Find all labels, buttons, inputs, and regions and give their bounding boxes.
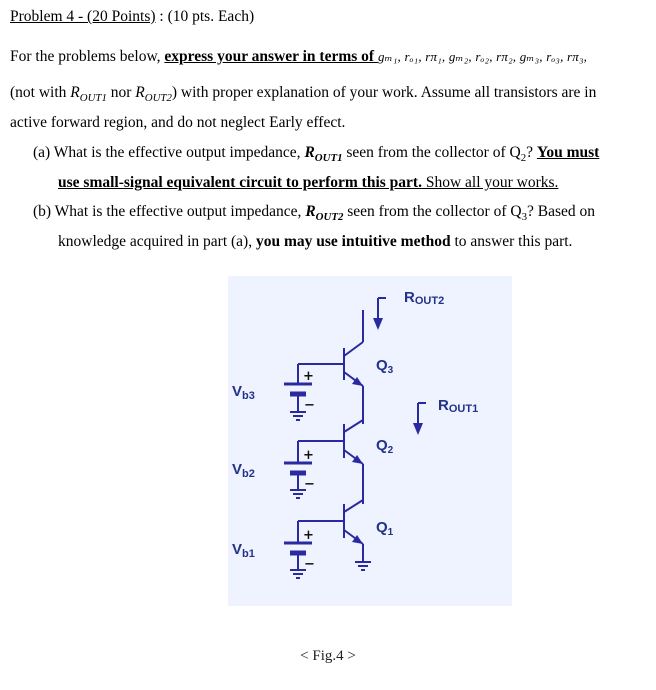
rout2-label: ROUT2	[404, 289, 445, 307]
part-b-q-sub: 3	[521, 211, 527, 224]
part-a-end: ?	[526, 144, 537, 161]
part-a-rout: $R_{OUT1}$	[304, 144, 343, 165]
vb1-label: $V_{b1}$	[232, 541, 255, 560]
part-b-line2-a: knowledge acquired in part (a),	[58, 233, 256, 250]
figure-caption: < Fig.4 >	[300, 648, 356, 664]
vb2-plus: +	[303, 448, 314, 463]
vb2-minus: −	[304, 477, 315, 492]
vb1-minus: −	[304, 557, 315, 572]
part-b-intuitive: you may use intuitive method	[255, 233, 451, 250]
intro-line2-c: ) with proper explanation of your work. Assume all transistors are in	[171, 84, 597, 101]
part-a-line-2	[58, 174, 558, 192]
problem-title: Problem 4 - (20 Points)	[10, 8, 156, 25]
part-b-text: seen from the collector of Q	[343, 203, 522, 220]
part-b-line-1	[33, 203, 595, 223]
vb3-label: $V_{b3}$	[232, 383, 255, 402]
rout1-symbol: $R_{OUT1}$	[70, 84, 107, 105]
part-a-instruction: use small-signal equivalent circuit to perform this part.	[58, 174, 422, 191]
intro-prefix: For the problems below,	[10, 48, 165, 65]
header-colon: :	[155, 8, 168, 25]
intro-line2-b: nor	[106, 84, 136, 101]
part-b-rout: $R_{OUT2}$	[305, 203, 344, 224]
problem-header	[10, 8, 254, 26]
vb1-plus: +	[303, 528, 314, 543]
part-b-end: ? Based on	[526, 203, 595, 220]
part-a-show-work: Show all your works.	[421, 174, 559, 191]
vb3-plus: +	[303, 369, 314, 384]
intro-bold-instruction: express your answer in terms of	[164, 48, 378, 65]
intro-line-2	[10, 84, 596, 104]
rout1-label: ROUT1	[438, 397, 479, 415]
intro-line-1	[10, 48, 587, 66]
part-b-line2-c: to answer this part.	[450, 233, 573, 250]
q3-label: $Q_3$	[376, 357, 394, 376]
vb3-minus: −	[304, 398, 315, 413]
rout2-symbol: $R_{OUT2}$	[135, 84, 172, 105]
q1-label: $Q_1$	[376, 519, 394, 538]
part-a-line-1	[33, 144, 599, 164]
part-a-q-sub: 2	[520, 152, 527, 165]
intro-line-3: active forward region, and do not neglect Early effect.	[10, 114, 346, 131]
points-each: (10 pts. Each)	[167, 8, 255, 25]
intro-line2-a: (not with	[10, 84, 71, 101]
circuit-figure	[220, 270, 520, 610]
part-b-line-2	[58, 233, 572, 251]
figure-background	[228, 276, 512, 606]
vb2-label: $V_{b2}$	[232, 461, 255, 480]
part-b-label: (b) What is the effective output impedance,	[33, 203, 306, 220]
q2-label: $Q_2$	[376, 437, 394, 456]
part-a-label: (a) What is the effective output impedance,	[33, 144, 305, 161]
part-a-must: You must	[536, 144, 600, 161]
variable-list: gₘ₁, rₒ₁, rπ₁, gₘ₂, rₒ₂, rπ₂, gₘ₃, rₒ₃, rπ₃,	[377, 49, 588, 64]
part-a-text: seen from the collector of Q	[342, 144, 521, 161]
